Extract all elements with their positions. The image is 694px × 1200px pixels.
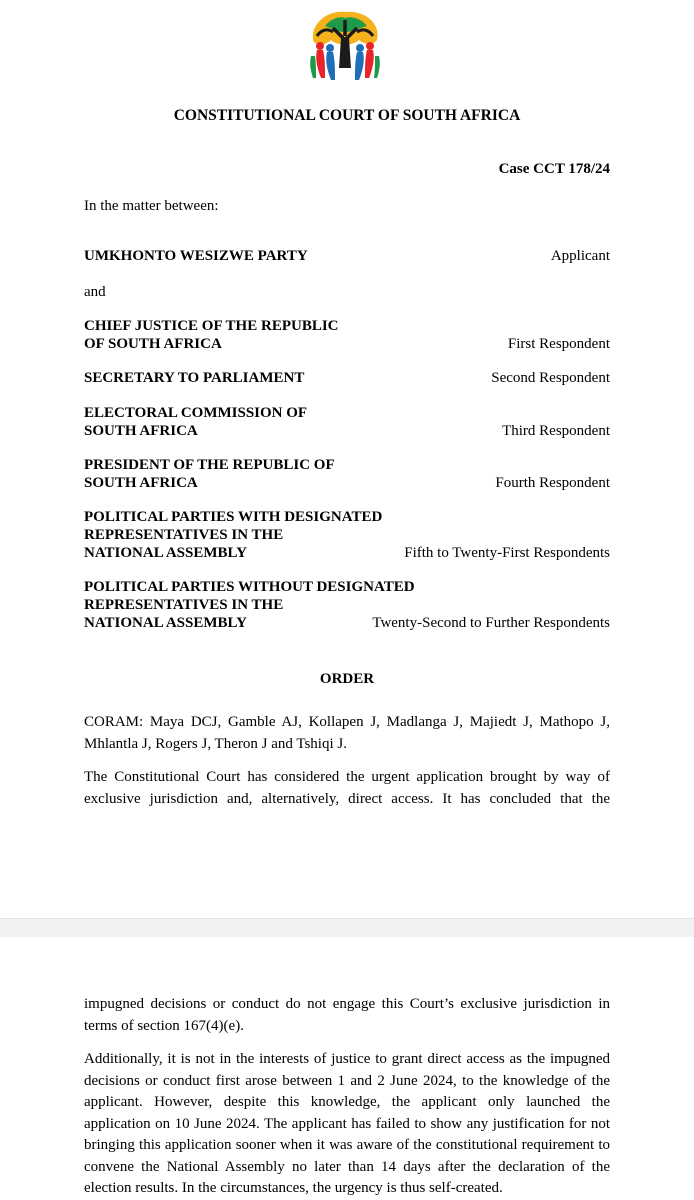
respondent-1-role: First Respondent <box>507 336 610 352</box>
page2-para-1-line-2: terms of section 167(4)(e). <box>84 1017 244 1034</box>
coram-line-1: CORAM: Maya DCJ, Gamble AJ, Kollapen J, Madlanga J, Majiedt J, Mathopo J, <box>84 714 610 730</box>
respondent-2-name-line-1: SECRETARY TO PARLIAMENT <box>84 370 305 386</box>
court-title: CONSTITUTIONAL COURT OF SOUTH AFRICA <box>173 107 521 124</box>
case-number: Case CCT 178/24 <box>498 161 610 177</box>
page2-para-2-line-5: bringing this application sooner when it was aware of the constitutional requirement to <box>84 1137 610 1153</box>
conjunction-and: and <box>84 284 106 300</box>
respondent-1-name-line-2: OF SOUTH AFRICA <box>84 336 222 352</box>
page2-paragraph-1 <box>84 994 610 1037</box>
respondent-6-role: Twenty-Second to Further Respondents <box>372 615 610 631</box>
respondent-4-name-line-2: SOUTH AFRICA <box>84 475 198 491</box>
page2-para-2-line-4: application on 10 June 2024. The applicant has failed to show any justification for not <box>84 1115 610 1132</box>
page2-para-2-line-2: decisions or conduct first arose between 1 and 2 June 2024, to the knowledge of the <box>84 1072 610 1089</box>
applicant-name: UMKHONTO WESIZWE PARTY <box>84 248 308 264</box>
respondent-5-role: Fifth to Twenty-First Respondents <box>404 545 610 561</box>
page2-paragraph-2 <box>84 1049 610 1200</box>
page2-para-2-line-6: convene the National Assembly no later than 14 days after the declaration of the <box>84 1158 610 1175</box>
respondent-3-name-line-2: SOUTH AFRICA <box>84 423 198 439</box>
order-heading: ORDER <box>319 671 375 687</box>
page2-para-2-line-7: election results. In the circumstances, the urgency is thus self-created. <box>84 1180 503 1196</box>
respondent-6-name-line-1: POLITICAL PARTIES WITHOUT DESIGNATED <box>84 579 415 595</box>
respondent-4-role: Fourth Respondent <box>495 475 610 491</box>
court-tree-logo <box>303 6 387 88</box>
order-paragraph-1 <box>84 767 610 810</box>
order-para-1-line-1: The Constitutional Court has considered the urgent application brought by way of <box>84 769 610 785</box>
respondent-6-name-line-3: NATIONAL ASSEMBLY <box>84 615 247 631</box>
respondent-5-name-line-3: NATIONAL ASSEMBLY <box>84 545 247 561</box>
order-para-1-line-2: exclusive jurisdiction and, alternatively, direct access. It has concluded that the <box>84 790 610 807</box>
page2-para-2-line-1: Additionally, it is not in the interests of justice to grant direct access as the impugned <box>84 1051 610 1067</box>
coram-line-2: Mhlantla J, Rogers J, Theron J and Tshiqi J. <box>84 735 347 752</box>
respondent-4-name-line-1: PRESIDENT OF THE REPUBLIC OF <box>84 457 335 473</box>
respondent-1-name-line-1: CHIEF JUSTICE OF THE REPUBLIC <box>84 318 339 334</box>
respondent-6-name-line-2: REPRESENTATIVES IN THE <box>84 597 284 613</box>
document-page-2 <box>0 937 694 1200</box>
page2-para-2-line-3: applicant. However, despite this knowledge, the applicant only launched the <box>84 1094 610 1110</box>
page-break <box>0 918 694 938</box>
respondent-3-role: Third Respondent <box>502 423 610 439</box>
respondent-3-name-line-1: ELECTORAL COMMISSION OF <box>84 405 308 421</box>
respondent-5-name-line-2: REPRESENTATIVES IN THE <box>84 527 284 543</box>
respondent-2-role: Second Respondent <box>491 370 610 386</box>
page2-para-1-line-1: impugned decisions or conduct do not engage this Court’s exclusive jurisdiction in <box>84 996 610 1012</box>
coram-paragraph <box>84 712 610 755</box>
respondent-5-name-line-1: POLITICAL PARTIES WITH DESIGNATED <box>84 509 383 525</box>
applicant-role: Applicant <box>550 248 610 264</box>
matter-intro: In the matter between: <box>84 198 219 214</box>
